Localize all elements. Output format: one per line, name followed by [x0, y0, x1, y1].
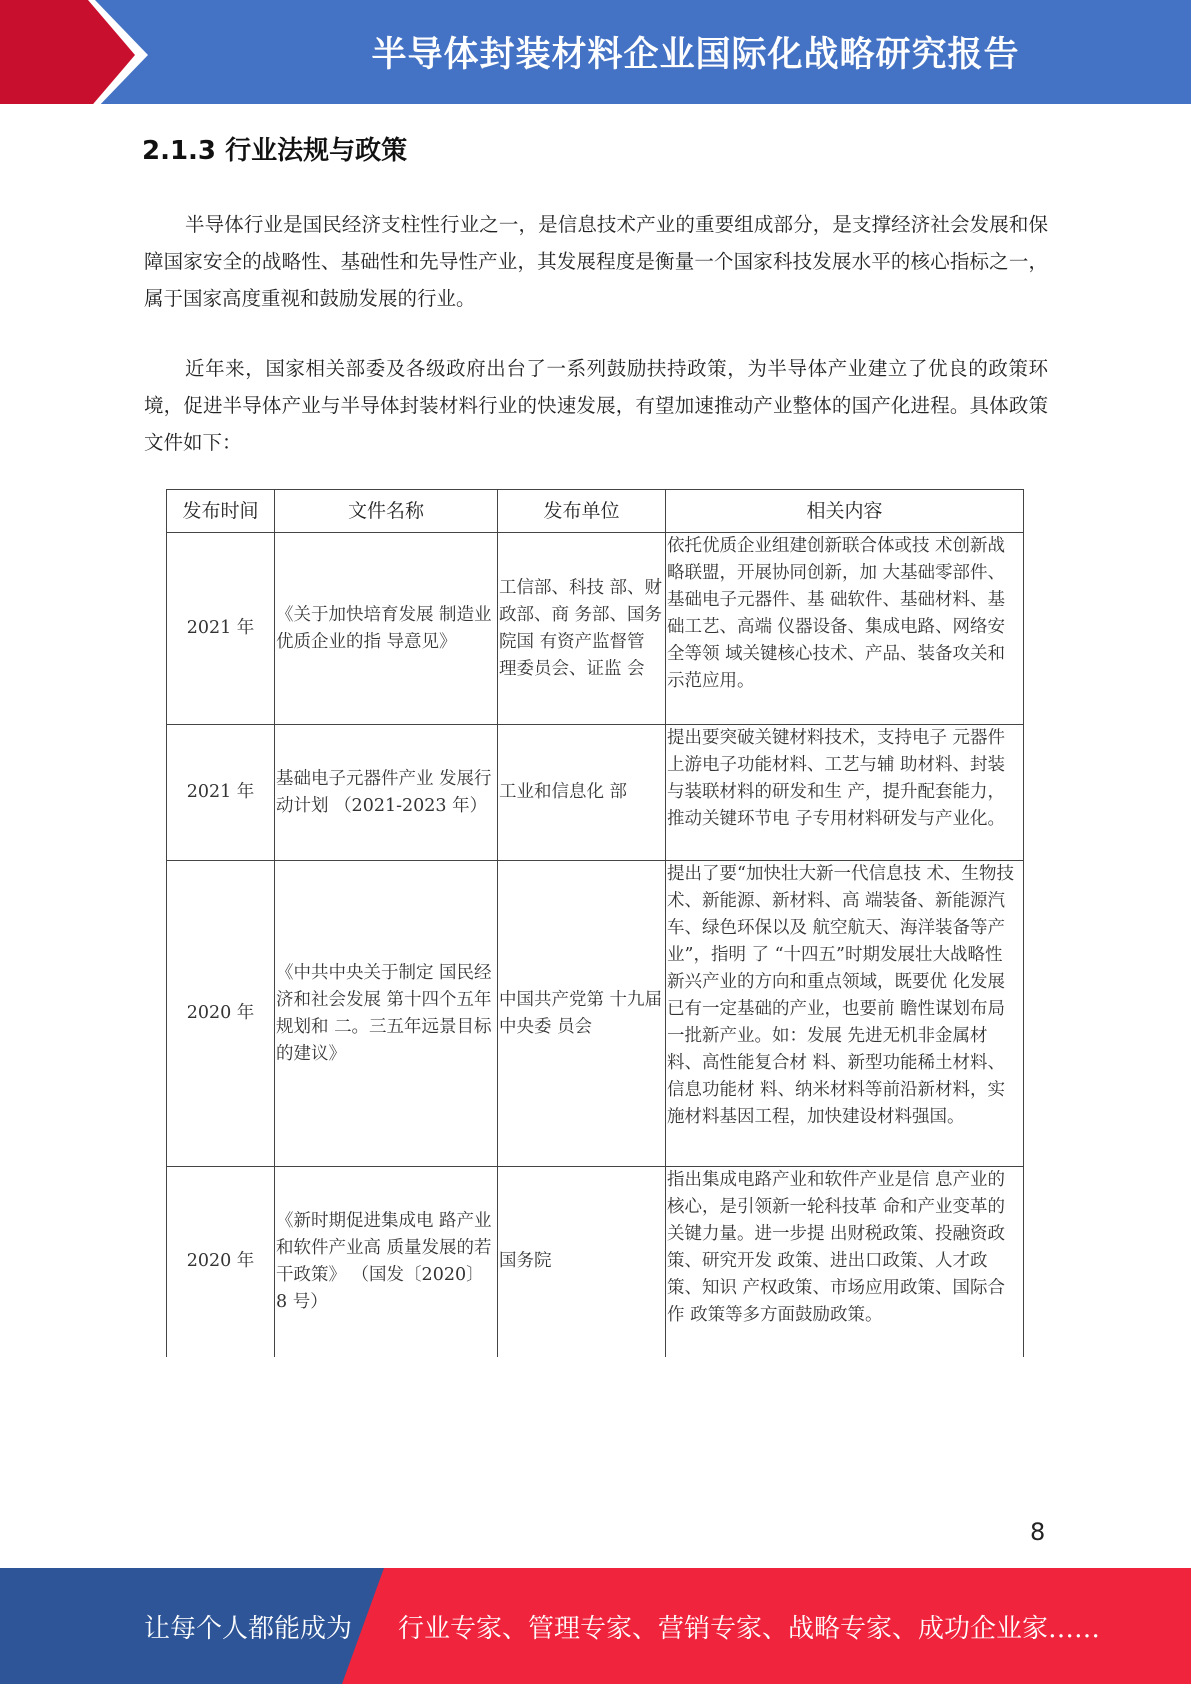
table-row — [167, 533, 1024, 725]
cell-name: 基础电子元器件产业 发展行动计划 （2021-2023 年） — [275, 725, 498, 861]
cell-name: 《中共中央关于制定 国民经济和社会发展 第十四个五年规划和 二。三五年远景目标 的建议》 — [275, 861, 498, 1167]
cell-issuer: 工业和信息化 部 — [498, 725, 666, 861]
table-row — [167, 1167, 1024, 1357]
column-header-time: 发布时间 — [167, 490, 275, 533]
cell-issuer: 国务院 — [498, 1167, 666, 1357]
column-header-issuer: 发布单位 — [498, 490, 666, 533]
cell-name: 《新时期促进集成电 路产业和软件产业高 质量发展的若干政策》 （国发〔2020〕 8 号） — [275, 1167, 498, 1357]
cell-time: 2020 年 — [167, 861, 275, 1167]
cell-content: 提出要突破关键材料技术，支持电子 元器件上游电子功能材料、工艺与辅 助材料、封装与装联材料的研发和生 产，提升配套能力，推动关键环节电 子专用材料研发与产业化。 — [666, 725, 1024, 861]
report-title: 半导体封装材料企业国际化战略研究报告 — [371, 35, 1020, 75]
cell-content: 依托优质企业组建创新联合体或技 术创新战略联盟，开展协同创新，加 大基础零部件、基础电子元器件、基 础软件、基础材料、基础工艺、高端 仪器设备、集成电路、网络安全等领 域关键核心技术、产品、装备攻关和 示范应用。 — [666, 533, 1024, 725]
paragraph-policy-intro: 近年来，国家相关部委及各级政府出台了一系列鼓励扶持政策，为半导体产业建立了优良的政策环境，促进半导体产业与半导体封装材料行业的快速发展，有望加速推动产业整体的国产化进程。具体政策文件如下： — [144, 357, 1048, 454]
table-row — [167, 725, 1024, 861]
cell-content: 提出了要“加快壮大新一代信息技 术、生物技术、新能源、新材料、高 端装备、新能源汽车、绿色环保以及 航空航天、海洋装备等产业”，指明 了 “十四五”时期发展壮大战略性 新兴产业的方向和重点领域，既要优 化发展已有一定基础的产业，也要前 瞻性谋划布局一批新产业。如：发展 先进无机非金属材料、高性能复合材 料、新型功能稀土材料、信息功能材 料、纳米材料等前沿新材料，实施材料基因工程，加快建设材料强国。 — [666, 861, 1024, 1167]
page-header — [0, 0, 1191, 110]
footer-slogan-left: 让每个人都能成为 — [144, 1613, 353, 1644]
cell-content: 指出集成电路产业和软件产业是信 息产业的核心，是引领新一轮科技革 命和产业变革的关键力量。进一步提 出财税政策、投融资政策、研究开发 政策、进出口政策、人才政策、知识 产权政策、市场应用政策、国际合作 政策等多方面鼓励政策。 — [666, 1167, 1024, 1357]
cell-time: 2021 年 — [167, 533, 275, 725]
cell-time: 2020 年 — [167, 1167, 275, 1357]
column-header-name: 文件名称 — [275, 490, 498, 533]
footer-slogan-right: 行业专家、管理专家、营销专家、战略专家、成功企业家…… — [398, 1613, 1101, 1644]
section-heading: 2.1.3 行业法规与政策 — [142, 136, 408, 166]
policy-table — [166, 489, 1024, 1357]
cell-name: 《关于加快培育发展 制造业优质企业的指 导意见》 — [275, 533, 498, 725]
cell-issuer: 工信部、科技 部、财政部、商 务部、国务院国 有资产监督管 理委员会、证监 会 — [498, 533, 666, 725]
page-footer — [0, 1568, 1191, 1684]
cell-time: 2021 年 — [167, 725, 275, 861]
table-row — [167, 861, 1024, 1167]
table-header-row — [167, 490, 1024, 533]
page-number: 8 — [1030, 1518, 1046, 1546]
column-header-content: 相关内容 — [666, 490, 1024, 533]
paragraph-intro: 半导体行业是国民经济支柱性行业之一，是信息技术产业的重要组成部分，是支撑经济社会发展和保障国家安全的战略性、基础性和先导性产业，其发展程度是衡量一个国家科技发展水平的核心指标之一，属于国家高度重视和鼓励发展的行业。 — [144, 213, 1048, 310]
cell-issuer: 中国共产党第 十九届中央委 员会 — [498, 861, 666, 1167]
